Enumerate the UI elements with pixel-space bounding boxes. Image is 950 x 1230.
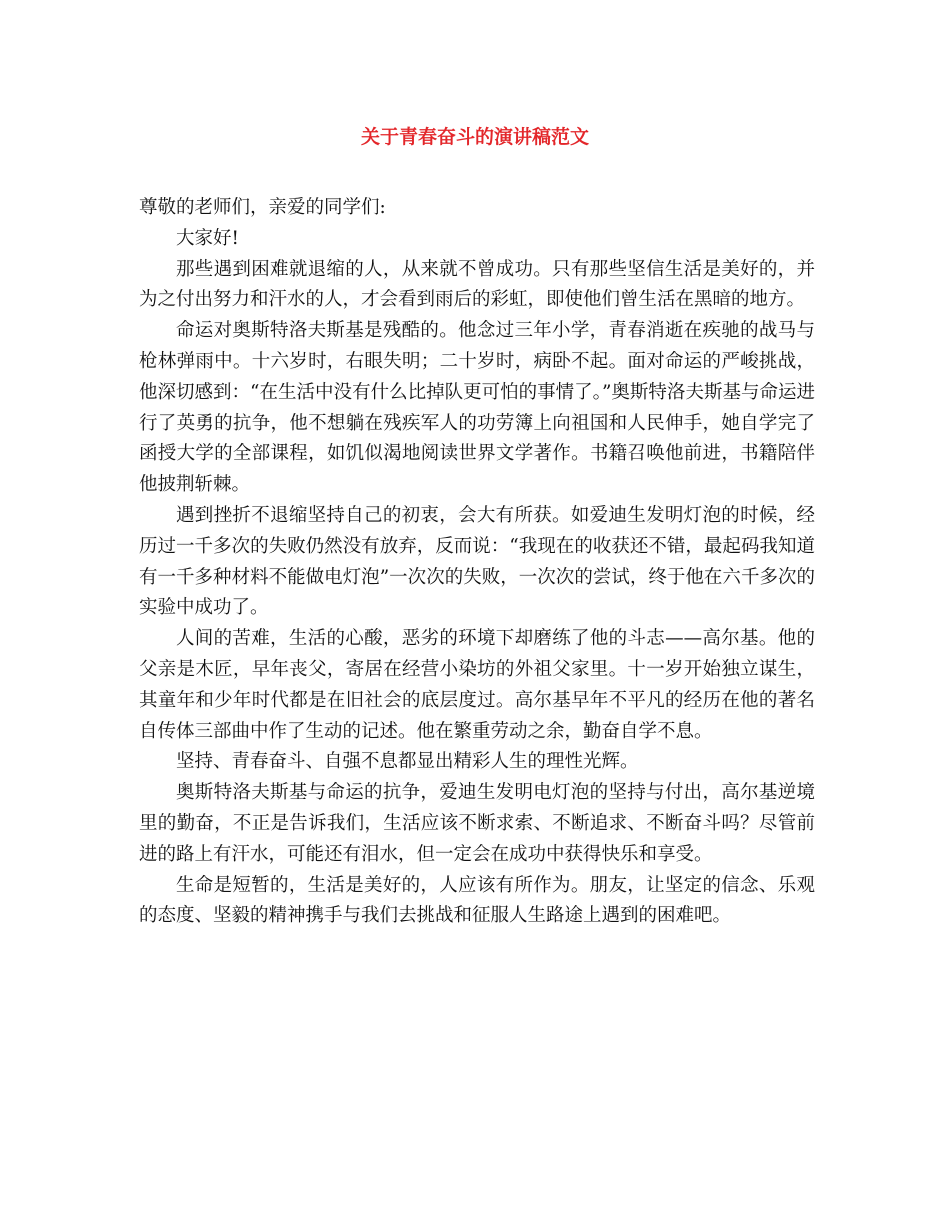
salutation: 尊敬的老师们，亲爱的同学们: xyxy=(139,197,386,218)
document-body xyxy=(139,193,815,932)
document-title: 关于青春奋斗的演讲稿范文 xyxy=(360,126,589,148)
paragraph-6: 奥斯特洛夫斯基与命运的抗争，爱迪生发明电灯泡的坚持与付出，高尔基逆境里的勤奋，不正是告诉我们，生活应该不断求索、不断追求、不断奋斗吗？尽管前进的路上有汗水，可能还有泪水，但一定会在成功中获得快乐和享受。 xyxy=(139,782,815,865)
paragraph-1: 那些遇到困难就退缩的人，从来就不曾成功。只有那些坚信生活是美好的，并为之付出努力和汗水的人，才会看到雨后的彩虹，即使他们曾生活在黑暗的地方。 xyxy=(139,258,815,311)
paragraph-2: 命运对奥斯特洛夫斯基是残酷的。他念过三年小学，青春消逝在疾驰的战马与枪林弹雨中。十六岁时，右眼失明；二十岁时，病卧不起。面对命运的严峻挑战，他深切感到：“在生活中没有什么比掉队更可怕的事情了。”奥斯特洛夫斯基与命运进行了英勇的抗争，他不想躺在残疾军人的功劳簿上向祖国和人民伸手，她自学完了函授大学的全部课程，如饥似渴地阅读世界文学著作。书籍召唤他前进，书籍陪伴他披荆斩棘。 xyxy=(139,320,815,496)
paragraph-7: 生命是短暂的，生活是美好的，人应该有所作为。朋友，让坚定的信念、乐观的态度、坚毅的精神携手与我们去挑战和征服人生路途上遇到的困难吧。 xyxy=(139,874,815,927)
paragraph-greeting: 大家好! xyxy=(176,227,239,249)
paragraph-3: 遇到挫折不退缩坚持自己的初衷，会大有所获。如爱迪生发明灯泡的时候，经历过一千多次的失败仍然没有放弃，反而说：“我现在的收获还不错，最起码我知道有一千多种材料不能做电灯泡”一次次的失败，一次次的尝试，终于他在六千多次的实验中成功了。 xyxy=(139,504,815,619)
paragraph-4: 人间的苦难，生活的心酸，恶劣的环境下却磨练了他的斗志——高尔基。他的父亲是木匠，早年丧父，寄居在经营小染坊的外祖父家里。十一岁开始独立谋生，其童年和少年时代都是在旧社会的底层度过。高尔基早年不平凡的经历在他的著名自传体三部曲中作了生动的记述。他在繁重劳动之余，勤奋自学不息。 xyxy=(139,628,815,742)
paragraph-5: 坚持、青春奋斗、自强不息都显出精彩人生的理性光辉。 xyxy=(176,751,639,773)
